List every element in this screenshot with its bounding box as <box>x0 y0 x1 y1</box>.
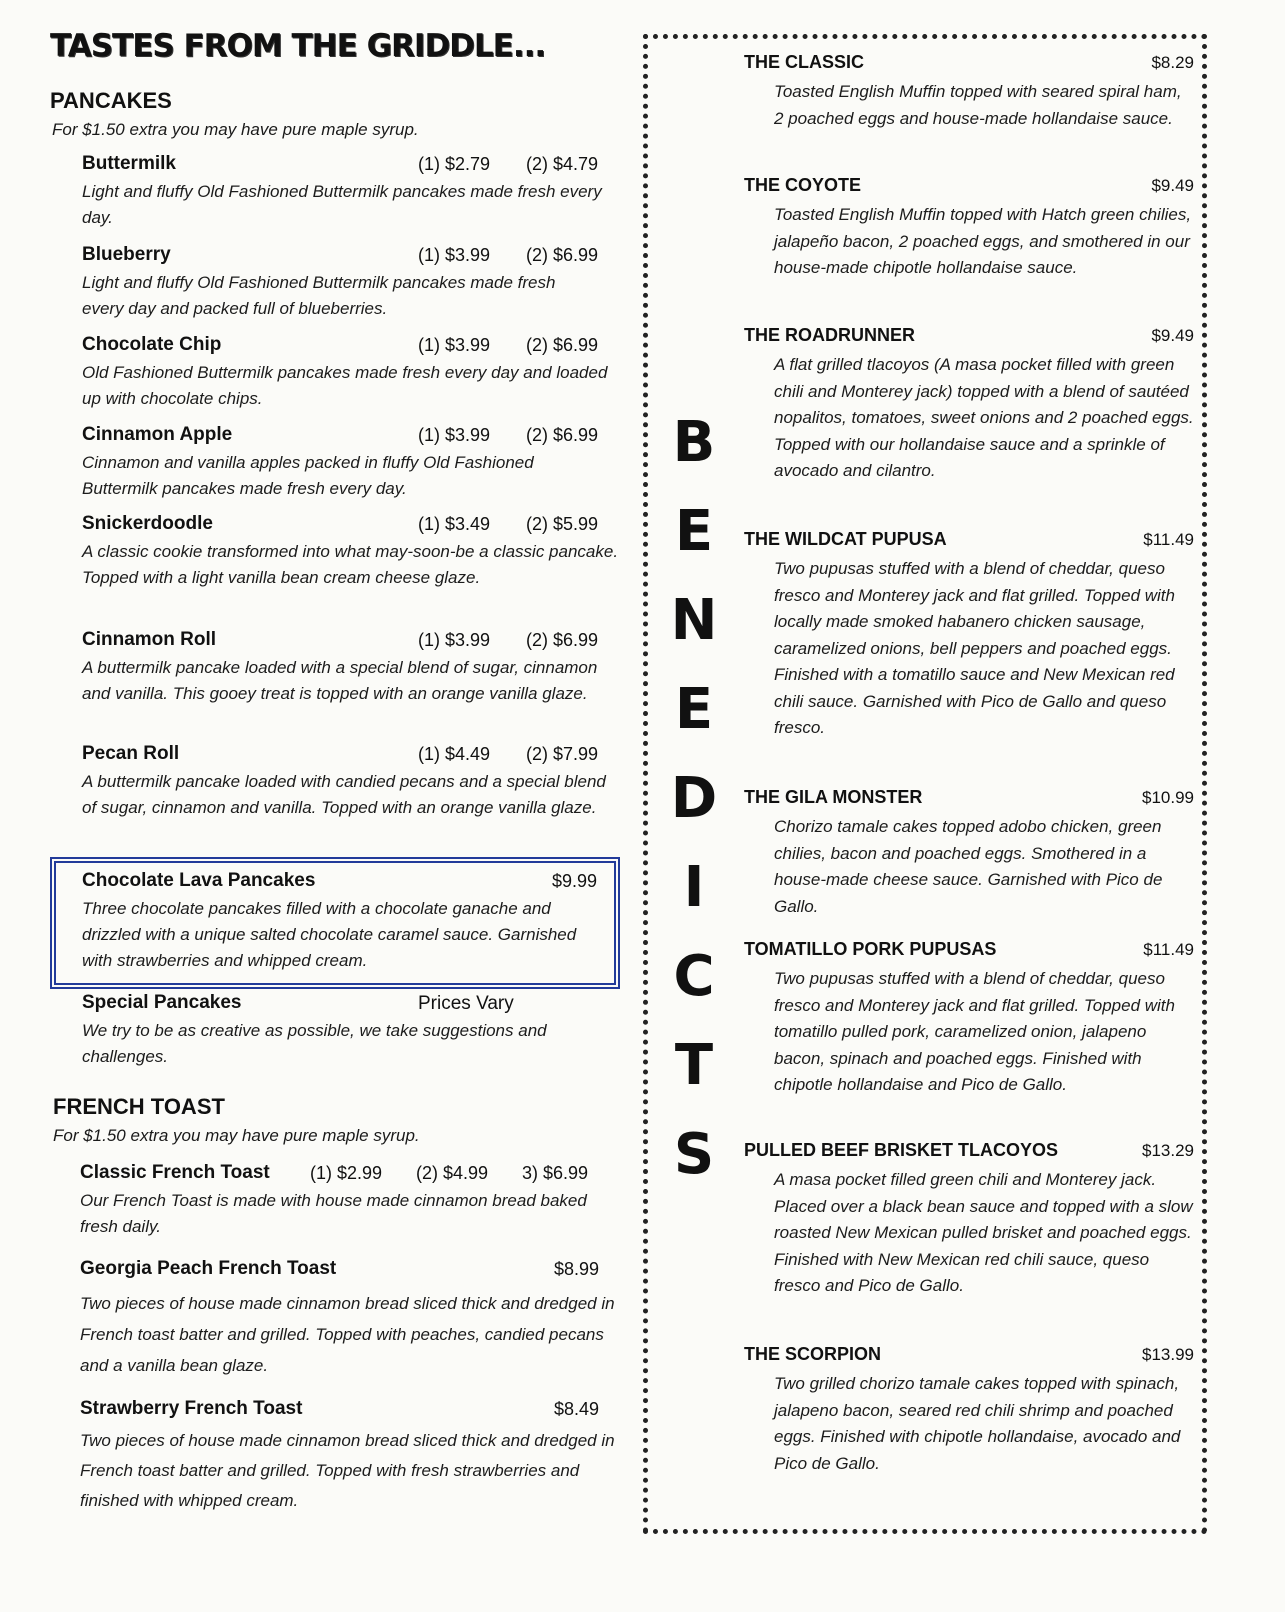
item-price-single: (1) $3.99 <box>418 630 491 650</box>
item-description: Chorizo tamale cakes topped adobo chicken, green chilies, bacon and poached eggs. Smothered in a house-made cheese sauce. Garnished with Pico de Gallo. <box>774 817 1163 916</box>
item-price: $8.49 <box>554 1399 600 1419</box>
item-description: A flat grilled tlacoyos (A masa pocket filled with green chili and Monterey jack) topped with a blend of sautéed nopalitos, tomatoes, sweet onions and 2 poached eggs. Topped with our hollandaise sauce and a sprinkle of avocado and cilantro. <box>774 355 1194 480</box>
benedict-item-the-wildcat-pupusa <box>744 529 1194 742</box>
french-toast-note: For $1.50 extra you may have pure maple syrup. <box>53 1126 420 1145</box>
item-description: Old Fashioned Buttermilk pancakes made fresh every day and loaded up with chocolate chips. <box>82 363 608 408</box>
item-price: $8.99 <box>554 1259 600 1279</box>
menu-item-cinnamon-apple <box>82 424 612 502</box>
item-description: Cinnamon and vanilla apples packed in fluffy Old Fashioned Buttermilk pancakes made fresh every day. <box>82 453 534 498</box>
item-name: Chocolate Lava Pancakes <box>82 870 316 891</box>
item-description: Toasted English Muffin topped with seared spiral ham, 2 poached eggs and house-made hollandaise sauce. <box>774 82 1182 128</box>
heading-letter: I <box>683 855 705 920</box>
heading-letter: E <box>674 677 714 742</box>
menu-item-cinnamon-roll <box>82 629 612 707</box>
item-description: Three chocolate pancakes filled with a chocolate ganache and drizzled with a unique salted chocolate caramel sauce. Garnished with strawberries and whipped cream. <box>82 899 577 970</box>
item-name: Cinnamon Roll <box>82 629 217 650</box>
item-name: Blueberry <box>82 244 171 265</box>
item-price-single: (1) $3.99 <box>418 425 491 445</box>
item-price-double: (2) $6.99 <box>526 335 599 355</box>
menu-item-strawberry-french-toast <box>80 1398 620 1516</box>
menu-item-blueberry <box>82 244 599 322</box>
menu-item-pecan-roll <box>82 743 612 821</box>
item-description: A buttermilk pancake loaded with candied pecans and a special blend of sugar, cinnamon and vanilla. Topped with an orange vanilla glaze. <box>82 772 606 817</box>
heading-letter: C <box>673 944 715 1009</box>
benedict-item-tomatillo-pork-pupusas <box>744 939 1194 1099</box>
menu-item-chocolate-lava-pancakes <box>82 870 602 974</box>
item-price-single: (1) $3.99 <box>418 335 491 355</box>
benedict-item-the-coyote <box>744 175 1194 282</box>
item-name: Georgia Peach French Toast <box>80 1258 337 1279</box>
item-description: A masa pocket filled green chili and Monterey jack. Placed over a black bean sauce and topped with a slow roasted New Mexican pulled brisket and poached eggs. Finished with New Mexican red chili sauce, queso fresco and Pico de Gallo. <box>774 1170 1193 1295</box>
item-description: Light and fluffy Old Fashioned Buttermilk pancakes made fresh every day and packed full of blueberries. <box>82 273 556 318</box>
heading-letter: D <box>670 766 718 831</box>
item-price: $10.99 <box>1142 788 1194 807</box>
item-name: Special Pancakes <box>82 992 242 1013</box>
menu-item-chocolate-chip <box>82 334 622 412</box>
item-description: We try to be as creative as possible, we take suggestions and challenges. <box>82 1021 547 1066</box>
benedict-item-the-gila-monster <box>744 787 1194 920</box>
benedict-item-the-classic <box>744 52 1194 132</box>
item-description: Our French Toast is made with house made cinnamon bread baked fresh daily. <box>80 1191 587 1236</box>
item-name: THE COYOTE <box>744 175 862 195</box>
menu-item-buttermilk <box>82 153 612 231</box>
item-price-single: (1) $3.49 <box>418 514 491 534</box>
item-price-single: (1) $4.49 <box>418 744 491 764</box>
item-price: $13.29 <box>1142 1141 1194 1160</box>
menu-item-classic-french-toast <box>80 1162 620 1240</box>
heading-letter: N <box>670 588 718 653</box>
item-description: Toasted English Muffin topped with Hatch green chilies, jalapeño bacon, 2 poached eggs, and smothered in our house-made chipotle hollandaise sauce. <box>774 205 1192 277</box>
item-name: TOMATILLO PORK PUPUSAS <box>744 939 997 959</box>
item-price-single: (1) $3.99 <box>418 245 491 265</box>
item-price: $9.49 <box>1151 176 1194 195</box>
item-price-triple: 3) $6.99 <box>522 1163 589 1183</box>
item-name: Cinnamon Apple <box>82 424 233 445</box>
item-price-double: (2) $7.99 <box>526 744 599 764</box>
heading-letter: E <box>674 499 714 564</box>
item-price-single: (1) $2.79 <box>418 154 491 174</box>
menu-item-georgia-peach-french-toast <box>80 1258 620 1381</box>
item-price-single: (1) $2.99 <box>310 1163 383 1183</box>
item-description: Two pieces of house made cinnamon bread sliced thick and dredged in French toast batter and grilled. Topped with peaches, candied pecans and a vanilla bean glaze. <box>80 1294 615 1375</box>
item-name: THE SCORPION <box>744 1344 882 1364</box>
item-price-double: (2) $5.99 <box>526 514 599 534</box>
item-name: Pecan Roll <box>82 743 180 764</box>
item-name: Chocolate Chip <box>82 334 222 355</box>
item-price: Prices Vary <box>418 993 514 1014</box>
item-name: PULLED BEEF BRISKET TLACOYOS <box>744 1140 1059 1160</box>
item-description: Two pupusas stuffed with a blend of cheddar, queso fresco and Monterey jack and flat grilled. Topped with tomatillo pulled pork, caramelized onion, jalapeno bacon, spinach and poached eggs. Finished with chipotle hollandaise and Pico de Gallo. <box>774 969 1175 1094</box>
benedict-item-the-scorpion <box>744 1344 1194 1477</box>
item-description: Two pieces of house made cinnamon bread sliced thick and dredged in French toast batter and grilled. Topped with fresh strawberries and finished with whipped cream. <box>80 1431 615 1510</box>
item-price-double: (2) $6.99 <box>526 245 599 265</box>
item-description: Two pupusas stuffed with a blend of cheddar, queso fresco and Monterey jack and flat grilled. Topped with locally made smoked habanero chicken sausage, caramelized onions, bell peppers and poached eggs. Finished with a tomatillo sauce and New Mexican red chili sauce. Garnished with Pico de Gallo and queso fresco. <box>774 559 1175 737</box>
item-name: THE WILDCAT PUPUSA <box>744 529 947 549</box>
benedict-item-the-roadrunner <box>744 325 1194 485</box>
heading-letter: T <box>674 1033 714 1098</box>
item-price: $9.99 <box>552 871 598 891</box>
item-name: THE GILA MONSTER <box>744 787 923 807</box>
item-name: THE ROADRUNNER <box>744 325 915 345</box>
item-price-double: (2) $6.99 <box>526 425 599 445</box>
heading-letter: B <box>672 410 716 475</box>
item-price-double: (2) $6.99 <box>526 630 599 650</box>
item-name: Classic French Toast <box>80 1162 270 1183</box>
item-price: $13.99 <box>1142 1345 1194 1364</box>
menu-item-special-pancakes <box>82 992 622 1070</box>
item-description: A classic cookie transformed into what may-soon-be a classic pancake. Topped with a light vanilla bean cream cheese glaze. <box>82 542 619 587</box>
heading-letter: S <box>673 1122 715 1187</box>
page-title: TASTES FROM THE GRIDDLE... <box>50 28 546 64</box>
item-price-double: (2) $4.99 <box>416 1163 489 1183</box>
item-description: A buttermilk pancake loaded with a special blend of sugar, cinnamon and vanilla. This gooey treat is topped with an orange vanilla glaze. <box>82 658 598 703</box>
pancakes-heading: PANCAKES <box>50 88 172 113</box>
item-name: Strawberry French Toast <box>80 1398 303 1419</box>
item-description: Light and fluffy Old Fashioned Buttermilk pancakes made fresh every day. <box>82 182 602 227</box>
item-description: Two grilled chorizo tamale cakes topped with spinach, jalapeno bacon, seared red chili shrimp and poached eggs. Finished with chipotle hollandaise, avocado and Pico de Gallo. <box>774 1374 1181 1473</box>
benedict-item-pulled-beef-brisket-tlacoyos <box>744 1140 1194 1300</box>
item-price: $11.49 <box>1143 530 1194 549</box>
menu-item-snickerdoodle <box>82 513 622 591</box>
item-price: $9.49 <box>1151 326 1194 345</box>
benedicts-vertical-heading <box>664 398 724 1199</box>
item-name: Snickerdoodle <box>82 513 213 534</box>
item-price: $8.29 <box>1151 53 1194 72</box>
french-toast-heading: FRENCH TOAST <box>53 1094 225 1119</box>
item-name: Buttermilk <box>82 153 176 174</box>
item-price-double: (2) $4.79 <box>526 154 599 174</box>
item-name: THE CLASSIC <box>744 52 865 72</box>
item-price: $11.49 <box>1143 940 1194 959</box>
pancakes-note: For $1.50 extra you may have pure maple syrup. <box>52 120 419 139</box>
